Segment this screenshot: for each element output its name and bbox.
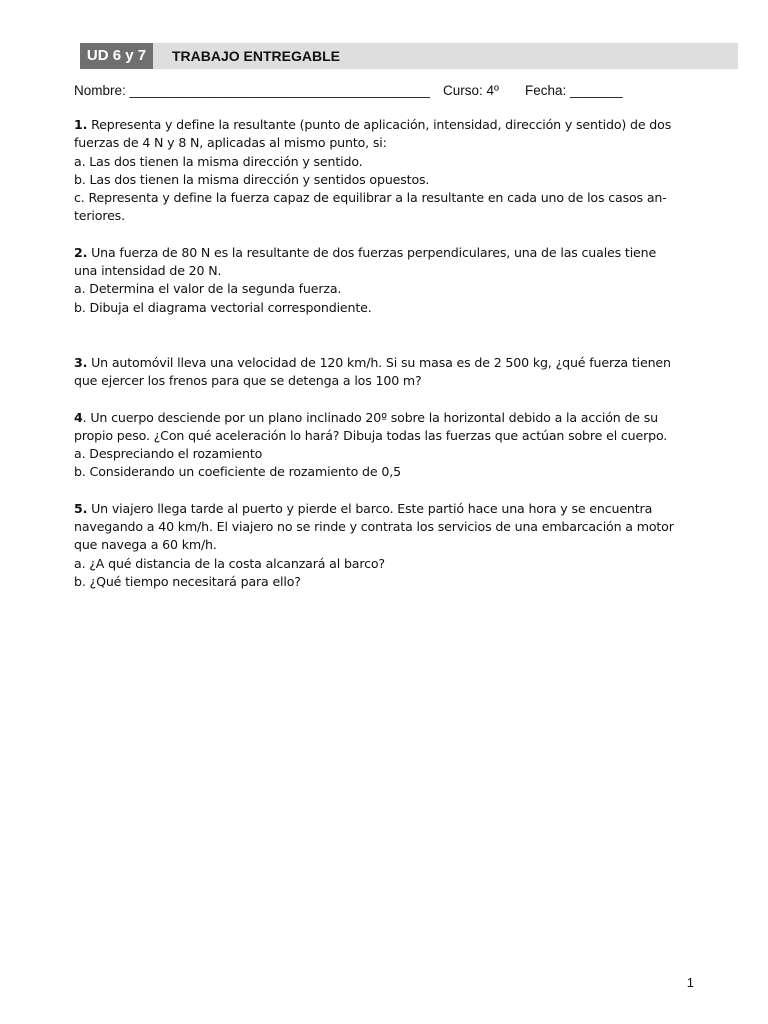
student-info-row xyxy=(74,83,694,103)
exercise-line xyxy=(74,500,704,518)
exercise-text: . Un cuerpo desciende por un plano inclinado 20º sobre la horizontal debido a la acción de su xyxy=(82,409,659,425)
exercise-line: b. Las dos tienen la misma dirección y sentidos opuestos. xyxy=(74,171,430,187)
exercise-number: 4 xyxy=(74,409,83,425)
exercise-text: Un viajero llega tarde al puerto y pierde el barco. Este partió hace una hora y se encuentra xyxy=(91,500,653,516)
exercise-2 xyxy=(74,244,704,317)
unit-tag: UD 6 y 7 xyxy=(80,43,153,69)
exercise-line xyxy=(74,354,704,372)
exercise-4 xyxy=(74,409,704,482)
exercise-number: 3. xyxy=(74,354,88,370)
exercise-text: Una fuerza de 80 N es la resultante de dos fuerzas perpendiculares, una de las cuales tiene xyxy=(91,244,657,260)
exercise-line: que navega a 60 km/h. xyxy=(74,537,217,553)
exercise-line: b. Dibuja el diagrama vectorial correspondiente. xyxy=(74,299,372,315)
exercise-line: una intensidad de 20 N. xyxy=(74,263,222,279)
exercise-number: 1. xyxy=(74,117,88,132)
exercise-number: 2. xyxy=(74,244,88,260)
exercise-line: a. Las dos tienen la misma dirección y sentido. xyxy=(74,153,363,169)
page-number: 1 xyxy=(686,975,694,990)
exercise-number: 5. xyxy=(74,500,88,516)
exercise-1 xyxy=(74,116,704,226)
exercise-line: propio peso. ¿Con qué aceleración lo hará? Dibuja todas las fuerzas que actúan sobre el cuerpo. xyxy=(74,427,668,443)
exercise-line: teriores. xyxy=(74,208,125,224)
name-field-label: Nombre: ________________________________________ xyxy=(74,83,430,98)
exercise-line: navegando a 40 km/h. El viajero no se rinde y contrata los servicios de una embarcación a motor xyxy=(74,519,674,535)
exercise-5 xyxy=(74,500,704,591)
exercise-line xyxy=(74,409,704,427)
exercise-text: Representa y define la resultante (punto de aplicación, intensidad, dirección y sentido) de dos xyxy=(91,117,672,132)
date-field-label: Fecha: _______ xyxy=(525,83,623,98)
exercise-3 xyxy=(74,354,704,391)
header-bar xyxy=(80,43,738,69)
exercise-line: que ejercer los frenos para que se detenga a los 100 m? xyxy=(74,373,422,389)
exercise-line: fuerzas de 4 N y 8 N, aplicadas al mismo punto, si: xyxy=(74,135,387,151)
exercise-line xyxy=(74,244,704,262)
exercise-list xyxy=(74,116,704,591)
exercise-line: b. ¿Qué tiempo necesitará para ello? xyxy=(74,573,301,589)
exercise-text: Un automóvil lleva una velocidad de 120 km/h. Si su masa es de 2 500 kg, ¿qué fuerza tienen xyxy=(91,354,671,370)
exercise-line: b. Considerando un coeficiente de rozamiento de 0,5 xyxy=(74,464,401,480)
exercise-line xyxy=(74,116,704,134)
exercise-line: a. Despreciando el rozamiento xyxy=(74,446,263,462)
course-label: Curso: 4º xyxy=(443,83,499,98)
page-title: TRABAJO ENTREGABLE xyxy=(172,48,341,64)
exercise-line: c. Representa y define la fuerza capaz de equilibrar a la resultante en cada uno de los casos an- xyxy=(74,190,667,206)
exercise-line: a. Determina el valor de la segunda fuerza. xyxy=(74,281,342,297)
exercise-line: a. ¿A qué distancia de la costa alcanzará al barco? xyxy=(74,555,385,571)
